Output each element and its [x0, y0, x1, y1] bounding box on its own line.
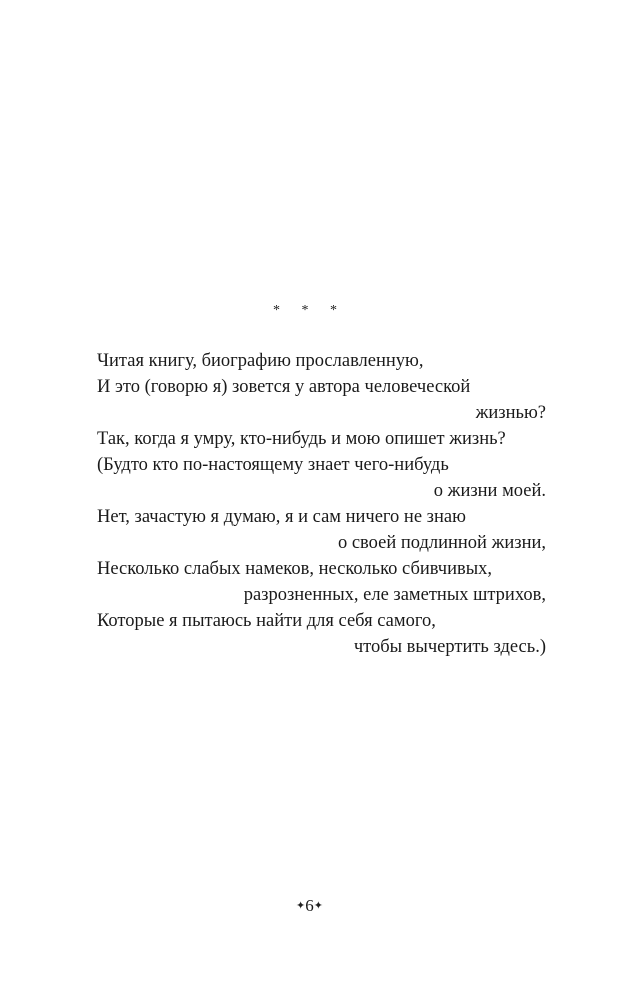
poem-line: Нет, зачастую я думаю, я и сам ничего не знаю: [97, 507, 466, 527]
poem-line-continuation: разрозненных, еле заметных штрихов,: [243, 585, 546, 605]
poem-line-continuation: жизнью?: [475, 403, 546, 423]
poem-line-continuation: о жизни моей.: [433, 481, 546, 501]
poem-line-continuation: о своей подлинной жизни,: [337, 533, 546, 553]
page-number: 6: [305, 896, 314, 915]
poem-line: (Будто кто по-настоящему знает чего-нибудь: [97, 455, 449, 475]
poem-line: Читая книгу, биографию прославленную,: [97, 351, 424, 371]
section-separator: * * *: [273, 303, 346, 318]
ornament-right-icon: ✦: [313, 900, 323, 912]
poem-line-continuation: чтобы вычертить здесь.): [353, 637, 546, 657]
poem-line: И это (говорю я) зовется у автора человеческой: [97, 377, 471, 397]
ornament-left-icon: ✦: [296, 900, 306, 912]
poem-line: Так, когда я умру, кто-нибудь и мою опишет жизнь?: [97, 429, 506, 449]
poem-line: Которые я пытаюсь найти для себя самого,: [97, 611, 436, 631]
poem-text: [97, 348, 546, 660]
page-number-footer: [0, 896, 619, 916]
poem-line: Несколько слабых намеков, несколько сбивчивых,: [97, 559, 493, 579]
